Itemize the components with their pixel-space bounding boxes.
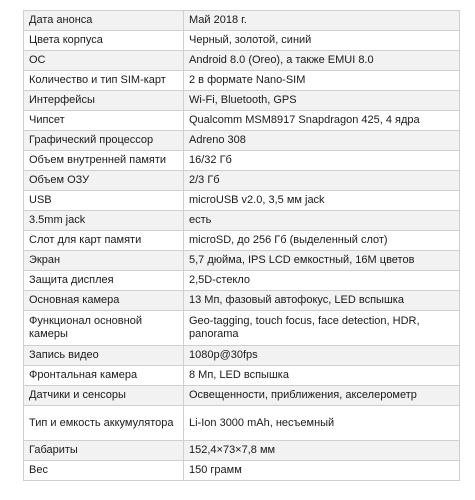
spec-value: 5,7 дюйма, IPS LCD емкостный, 16M цветов bbox=[184, 251, 460, 271]
table-row bbox=[24, 111, 460, 131]
spec-value: Освещенности, приближения, акселерометр bbox=[184, 386, 460, 406]
spec-label: Запись видео bbox=[24, 346, 184, 366]
table-row bbox=[24, 271, 460, 291]
table-row bbox=[24, 91, 460, 111]
spec-label: Фронтальная камера bbox=[24, 366, 184, 386]
table-row bbox=[24, 461, 460, 481]
spec-label: USB bbox=[24, 191, 184, 211]
table-row bbox=[24, 406, 460, 441]
table-row bbox=[24, 31, 460, 51]
spec-value: Май 2018 г. bbox=[184, 11, 460, 31]
spec-label: Чипсет bbox=[24, 111, 184, 131]
specs-table-body bbox=[24, 11, 460, 481]
specs-table bbox=[23, 10, 460, 481]
table-row bbox=[24, 11, 460, 31]
spec-label: ОС bbox=[24, 51, 184, 71]
table-row bbox=[24, 71, 460, 91]
spec-label: Экран bbox=[24, 251, 184, 271]
spec-label: Вес bbox=[24, 461, 184, 481]
spec-value: 152,4×73×7,8 мм bbox=[184, 441, 460, 461]
spec-value: 2/3 Гб bbox=[184, 171, 460, 191]
table-row bbox=[24, 51, 460, 71]
spec-value: 2,5D-стекло bbox=[184, 271, 460, 291]
spec-label: Защита дисплея bbox=[24, 271, 184, 291]
table-row bbox=[24, 211, 460, 231]
table-row bbox=[24, 191, 460, 211]
spec-value: Geo-tagging, touch focus, face detection, HDR, panorama bbox=[184, 311, 460, 346]
spec-value: Android 8.0 (Oreo), а также EMUI 8.0 bbox=[184, 51, 460, 71]
spec-label: Функционал основной камеры bbox=[24, 311, 184, 346]
spec-value: Qualcomm MSM8917 Snapdragon 425, 4 ядра bbox=[184, 111, 460, 131]
spec-label: Графический процессор bbox=[24, 131, 184, 151]
table-row bbox=[24, 251, 460, 271]
table-row bbox=[24, 441, 460, 461]
spec-label: Объем ОЗУ bbox=[24, 171, 184, 191]
spec-label: Датчики и сенсоры bbox=[24, 386, 184, 406]
spec-label: Слот для карт памяти bbox=[24, 231, 184, 251]
spec-label: Объем внутренней памяти bbox=[24, 151, 184, 171]
spec-value: есть bbox=[184, 211, 460, 231]
spec-label: Дата анонса bbox=[24, 11, 184, 31]
table-row bbox=[24, 366, 460, 386]
spec-value: 16/32 Гб bbox=[184, 151, 460, 171]
table-row bbox=[24, 346, 460, 366]
table-row bbox=[24, 171, 460, 191]
spec-label: 3.5mm jack bbox=[24, 211, 184, 231]
spec-label: Габариты bbox=[24, 441, 184, 461]
spec-value: 8 Мп, LED вспышка bbox=[184, 366, 460, 386]
spec-value: 150 грамм bbox=[184, 461, 460, 481]
spec-value: 13 Мп, фазовый автофокус, LED вспышка bbox=[184, 291, 460, 311]
table-row bbox=[24, 311, 460, 346]
spec-value: Li-Ion 3000 mAh, несъемный bbox=[184, 406, 460, 441]
table-row bbox=[24, 151, 460, 171]
spec-label: Интерфейсы bbox=[24, 91, 184, 111]
table-row bbox=[24, 231, 460, 251]
spec-label: Основная камера bbox=[24, 291, 184, 311]
spec-label: Тип и емкость аккумулятора bbox=[24, 406, 184, 441]
spec-value: Adreno 308 bbox=[184, 131, 460, 151]
spec-label: Цвета корпуса bbox=[24, 31, 184, 51]
spec-value: microUSB v2.0, 3,5 мм jack bbox=[184, 191, 460, 211]
spec-label: Количество и тип SIM-карт bbox=[24, 71, 184, 91]
table-row bbox=[24, 386, 460, 406]
spec-value: Черный, золотой, синий bbox=[184, 31, 460, 51]
table-row bbox=[24, 131, 460, 151]
spec-value: 2 в формате Nano-SIM bbox=[184, 71, 460, 91]
spec-value: 1080p@30fps bbox=[184, 346, 460, 366]
table-row bbox=[24, 291, 460, 311]
spec-value: microSD, до 256 Гб (выделенный слот) bbox=[184, 231, 460, 251]
spec-value: Wi-Fi, Bluetooth, GPS bbox=[184, 91, 460, 111]
